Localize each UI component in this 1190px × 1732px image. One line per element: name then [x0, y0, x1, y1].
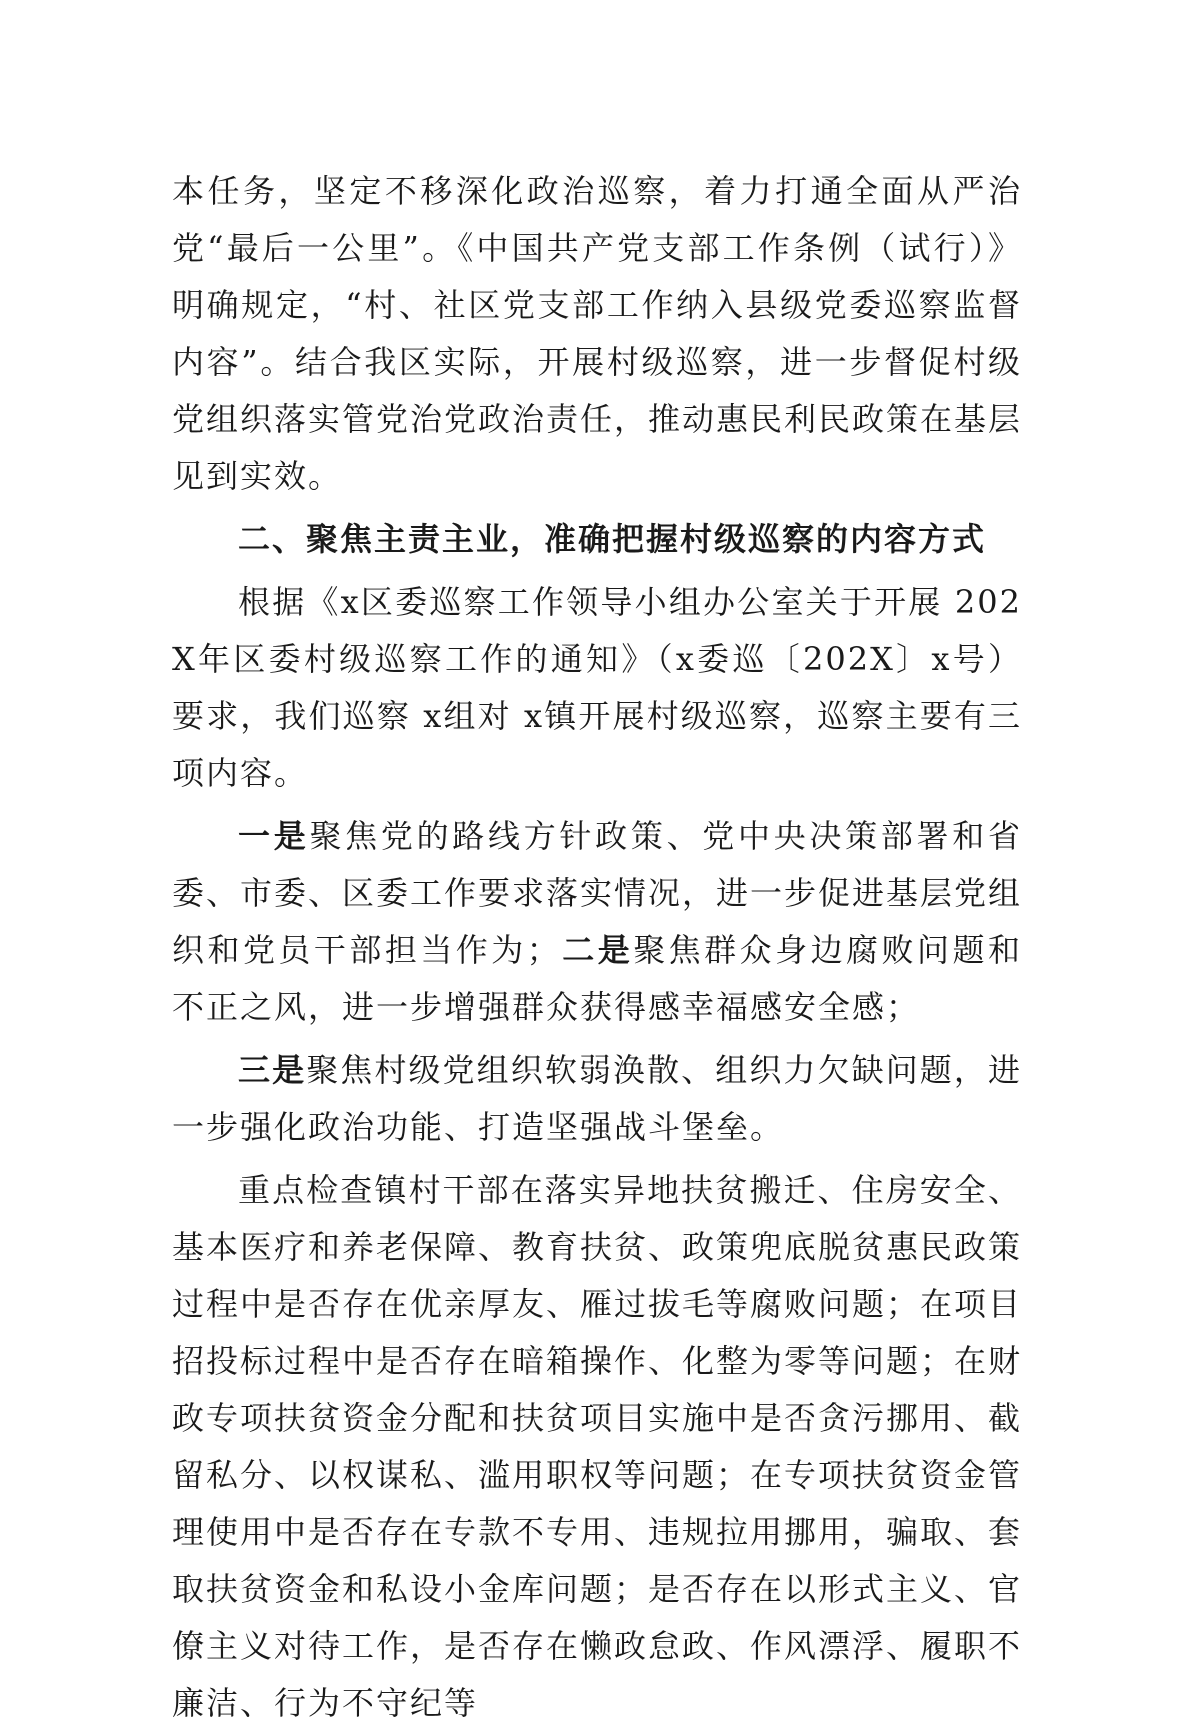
paragraph-point-3: [172, 1042, 1022, 1156]
paragraph-inspection-focus: 重点检查镇村干部在落实异地扶贫搬迁、住房安全、基本医疗和养老保障、教育扶贫、政策兜底脱贫惠民政策过程中是否存在优亲厚友、雁过拔毛等腐败问题；在项目招投标过程中是否存在暗箱操作、化整为零等问题；在财政专项扶贫资金分配和扶贫项目实施中是否贪污挪用、截留私分、以权谋私、滥用职权等问题；在专项扶贫资金管理使用中是否存在专款不专用、违规拉用挪用，骗取、套取扶贫资金和私设小金库问题；是否存在以形式主义、官僚主义对待工作，是否存在懒政怠政、作风漂浮、履职不廉洁、行为不守纪等: [172, 1171, 1023, 1722]
point-2-lead: 二是: [560, 931, 634, 969]
point-3-text: 聚焦村级党组织软弱涣散、组织力欠缺问题，进一步强化政治功能、打造坚强战斗堡垒。: [172, 1051, 1022, 1146]
document-body: [172, 163, 1022, 1732]
point-2-text: 聚焦群众身边腐败问题和不正之风，进一步增强群众获得感幸福感安全感；: [172, 931, 1022, 1026]
point-1-text: 聚焦党的路线方针政策、党中央决策部署和省委、市委、区委工作要求落实情况，进一步促进基层党组织和党员干部担当作为；: [172, 817, 1023, 969]
point-3-lead: 三是: [238, 1051, 307, 1089]
paragraph-basis: 根据《x区委巡察工作领导小组办公室关于开展 202X年区委村级巡察工作的通知》（x委巡〔202X〕x号）要求，我们巡察 x组对 x镇开展村级巡察，巡察主要有三项内容。: [172, 583, 1022, 792]
paragraph-points-1-2: [172, 808, 1022, 1036]
section-heading-2: 二、聚焦主责主业，准确把握村级巡察的内容方式: [238, 520, 987, 558]
paragraph-mission: 本任务，坚定不移深化政治巡察，着力打通全面从严治党“最后一公里”。《中国共产党支部工作条例（试行）》明确规定，“村、社区党支部工作纳入县级党委巡察监督内容”。结合我区实际，开展村级巡察，进一步督促村级党组织落实管党治党政治责任，推动惠民利民政策在基层见到实效。: [172, 172, 1023, 495]
point-1-lead: 一是: [238, 817, 310, 855]
